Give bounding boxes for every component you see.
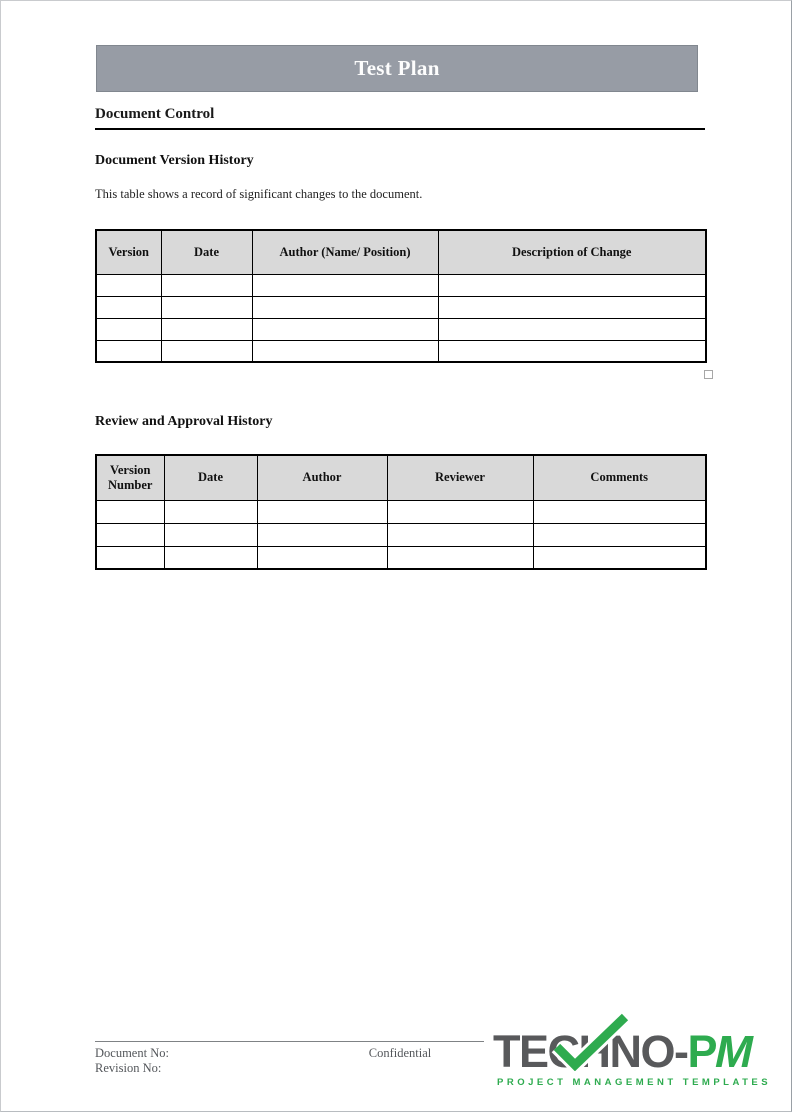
table-cell[interactable]	[252, 318, 438, 340]
column-header-reviewer: Reviewer	[387, 455, 533, 500]
table-cell[interactable]	[257, 523, 387, 546]
column-header-author: Author (Name/ Position)	[252, 230, 438, 274]
table-row	[96, 296, 706, 318]
table-header-row	[96, 455, 706, 500]
table-row	[96, 318, 706, 340]
table-cell[interactable]	[438, 318, 706, 340]
document-no-label: Document No:	[95, 1046, 169, 1060]
table-row	[96, 546, 706, 569]
table-cell[interactable]	[164, 546, 257, 569]
table-cell[interactable]	[164, 523, 257, 546]
table-cell[interactable]	[252, 274, 438, 296]
table-cell[interactable]	[387, 500, 533, 523]
table-cell[interactable]	[96, 546, 164, 569]
version-history-description: This table shows a record of significant changes to the document.	[95, 187, 423, 201]
table-resize-handle-icon[interactable]	[704, 370, 713, 379]
column-header-date: Date	[164, 455, 257, 500]
confidential-label: Confidential	[368, 1046, 432, 1060]
table-row	[96, 500, 706, 523]
logo-text-p: P	[687, 1026, 716, 1077]
column-header-description: Description of Change	[438, 230, 706, 274]
table-cell[interactable]	[257, 500, 387, 523]
table-cell[interactable]	[161, 296, 252, 318]
revision-no-label: Revision No:	[95, 1061, 162, 1075]
table-cell[interactable]	[438, 296, 706, 318]
table-cell[interactable]	[533, 500, 706, 523]
page-title: Test Plan	[354, 56, 440, 80]
table-cell[interactable]	[533, 523, 706, 546]
table-cell[interactable]	[164, 500, 257, 523]
logo-text-techno: TECHNO-	[493, 1026, 688, 1077]
table-row	[96, 523, 706, 546]
column-header-version-number: Version Number	[96, 455, 164, 500]
table-cell[interactable]	[96, 318, 161, 340]
table-cell[interactable]	[96, 296, 161, 318]
document-version-history-table	[95, 229, 707, 363]
review-approval-history-table	[95, 454, 707, 570]
table-cell[interactable]	[161, 340, 252, 362]
table-cell[interactable]	[96, 274, 161, 296]
footer-divider	[95, 1041, 484, 1042]
table-cell[interactable]	[387, 523, 533, 546]
table-cell[interactable]	[252, 296, 438, 318]
heading-version-history: Document Version History	[95, 153, 254, 168]
table-cell[interactable]	[96, 340, 161, 362]
logo-text-m: M	[710, 1026, 758, 1077]
table-cell[interactable]	[161, 274, 252, 296]
table-cell[interactable]	[257, 546, 387, 569]
title-banner	[96, 45, 698, 92]
table-cell[interactable]	[438, 340, 706, 362]
column-header-comments: Comments	[533, 455, 706, 500]
green-checkmark-icon	[547, 1011, 633, 1071]
table-cell[interactable]	[252, 340, 438, 362]
table-row	[96, 274, 706, 296]
table-cell[interactable]	[533, 546, 706, 569]
table-row	[96, 340, 706, 362]
table-header-row	[96, 230, 706, 274]
section-heading-document-control: Document Control	[95, 106, 705, 130]
techno-pm-logo	[493, 1013, 773, 1099]
table-cell[interactable]	[96, 523, 164, 546]
column-header-date: Date	[161, 230, 252, 274]
table-cell[interactable]	[96, 500, 164, 523]
column-header-version: Version	[96, 230, 161, 274]
table-cell[interactable]	[161, 318, 252, 340]
heading-review-approval: Review and Approval History	[95, 414, 273, 429]
table-cell[interactable]	[387, 546, 533, 569]
column-header-author: Author	[257, 455, 387, 500]
table-cell[interactable]	[438, 274, 706, 296]
logo-tagline: PROJECT MANAGEMENT TEMPLATES	[497, 1077, 772, 1088]
